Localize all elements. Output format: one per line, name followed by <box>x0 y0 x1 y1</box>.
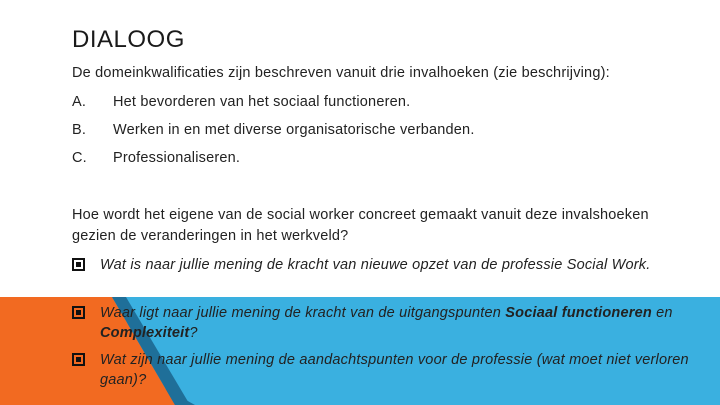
bullet-text: Wat zijn naar jullie mening de aandachtspunten voor de professie (wat moet niet verloren gaan)? <box>100 352 689 388</box>
slide-title: DIALOOG <box>72 26 185 53</box>
list-text: Professionaliseren. <box>113 150 241 166</box>
list-text: Werken in en met diverse organisatorische verbanden. <box>113 122 475 138</box>
bullet-text: Wat is naar jullie mening de kracht van nieuwe opzet van de professie Social Work. <box>100 257 651 273</box>
bold-term-complexiteit: Complexiteit <box>100 325 190 341</box>
checkbox-icon <box>72 306 85 319</box>
list-letter: A. <box>72 94 87 110</box>
bullet-text-part: ? <box>189 325 198 341</box>
checkbox-icon <box>72 258 85 271</box>
checkbox-icon <box>72 353 85 366</box>
list-letter: B. <box>72 122 87 138</box>
intro-text: De domeinkwalificaties zijn beschreven vanuit drie invalhoeken (zie beschrijving): <box>72 65 610 81</box>
question-text: Hoe wordt het eigene van de social worker concreet gemaakt vanuit deze invalshoeken gezien de veranderingen in het werkveld? <box>72 207 649 244</box>
list-text: Het bevorderen van het sociaal functioneren. <box>113 94 411 110</box>
bullet-text-part: en <box>651 305 673 321</box>
bold-term-sociaal-functioneren: Sociaal functioneren <box>505 305 652 321</box>
bullet-text <box>100 303 712 343</box>
list-letter: C. <box>72 150 87 166</box>
bullet-text-part: Waar ligt naar jullie mening de kracht van de uitgangspunten <box>100 305 506 321</box>
